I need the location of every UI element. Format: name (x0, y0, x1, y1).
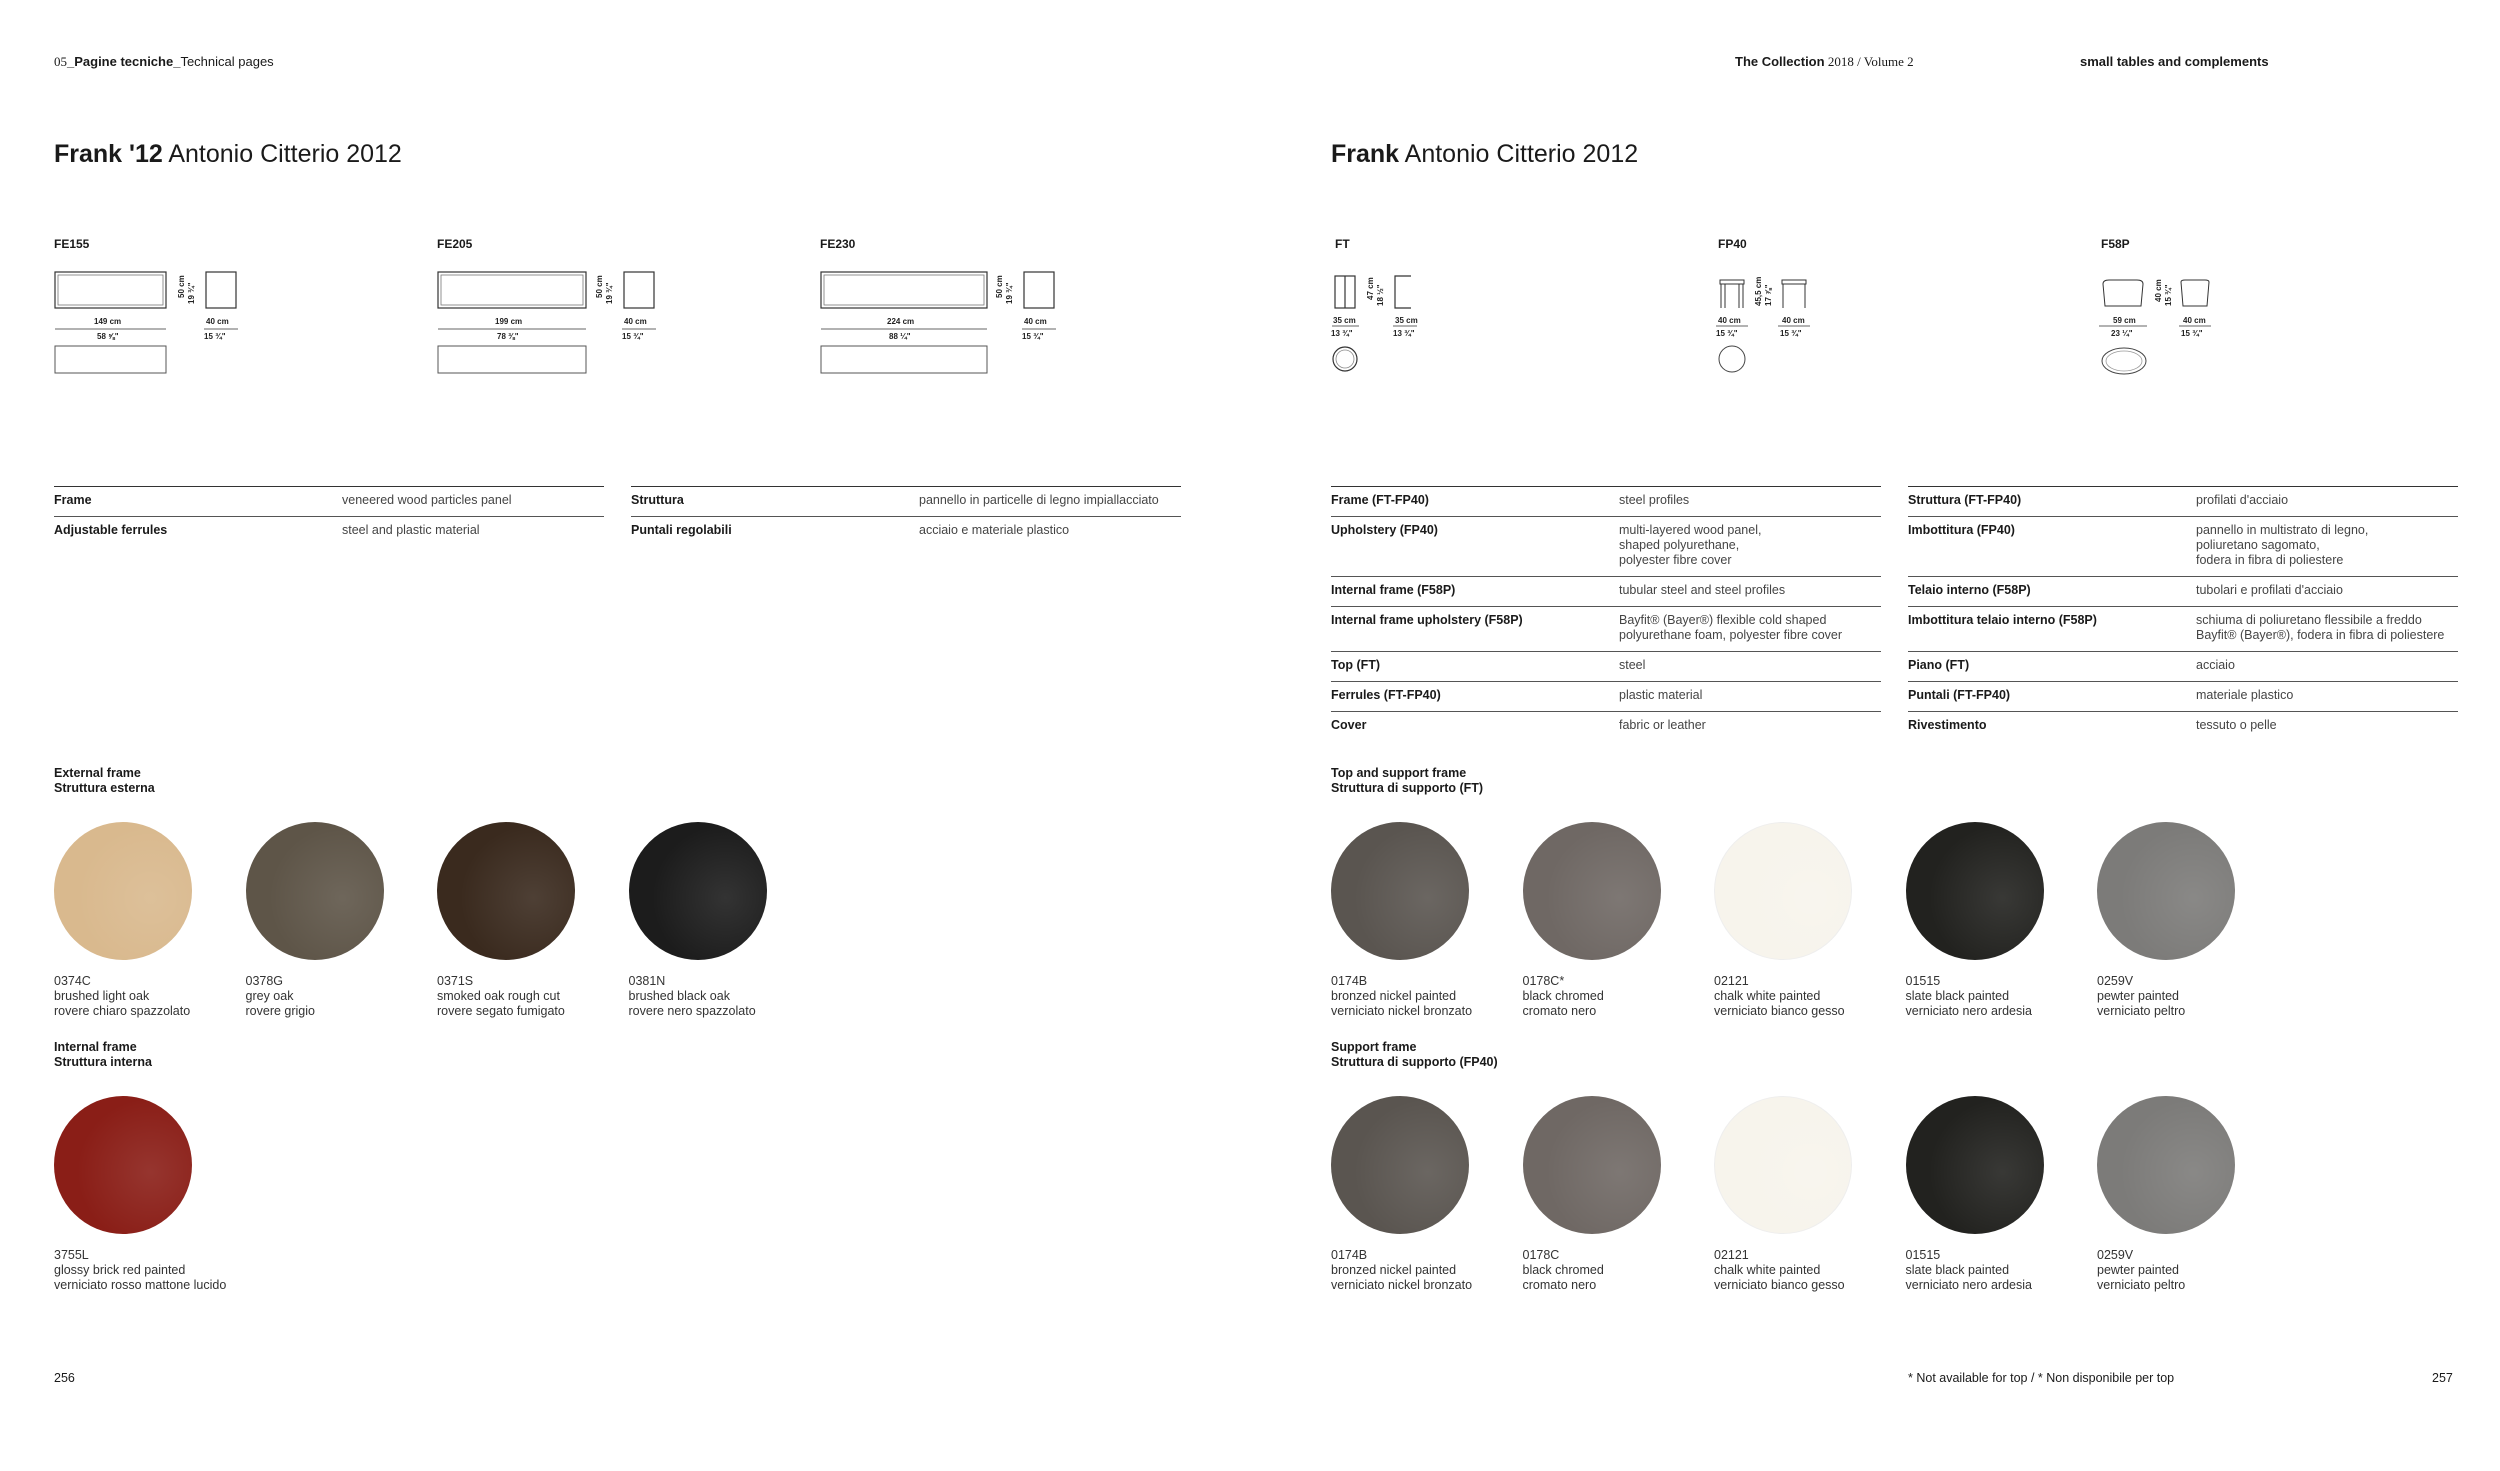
spec-label: Puntali (FT-FP40) (1908, 688, 2011, 702)
finish-swatch (54, 1096, 192, 1234)
finish-name-en: pewter painted (2097, 1263, 2180, 1277)
model-code: F58P (2101, 237, 2130, 251)
width-inch-label: 88 ¼" (889, 332, 911, 341)
heading-en: Internal frame (54, 1040, 137, 1054)
finish-name-en: chalk white painted (1714, 989, 1821, 1003)
width-inch-label: 15 ¾" (1716, 329, 1738, 338)
fe205-side (590, 268, 665, 348)
spec-row (1331, 516, 1881, 576)
finish-code: 02121 (1714, 1248, 1749, 1262)
finish-swatch (629, 822, 767, 960)
spec-value: multi-layered wood panel, shaped polyurethane, polyester fibre cover (1619, 523, 1762, 567)
finish-swatch (54, 822, 192, 960)
finish-label (2097, 1248, 2277, 1293)
finish-swatch (1906, 1096, 2044, 1234)
finish-name-it: verniciato nickel bronzato (1331, 1004, 1473, 1018)
width-label: 224 cm (887, 317, 915, 326)
height-label: 50 cm (177, 275, 186, 298)
spec-row (1908, 681, 2458, 711)
finish-label (1331, 974, 1511, 1019)
width-inch-label: 58 ⅝" (97, 332, 119, 341)
depth-label: 40 cm (206, 317, 229, 326)
finish-name-en: pewter painted (2097, 989, 2180, 1003)
finish-swatch (1523, 1096, 1661, 1234)
finish-swatch (437, 822, 575, 960)
spec-label: Rivestimento (1908, 718, 1987, 732)
finish-section-heading (54, 766, 155, 796)
finish-swatch (1523, 822, 1661, 960)
height-label: 50 cm (995, 275, 1004, 298)
spec-value: tubular steel and steel profiles (1619, 583, 1786, 597)
finish-code: 0174B (1331, 974, 1368, 988)
model-code: FT (1335, 237, 1350, 251)
spec-table-it (631, 486, 1181, 546)
finish-label (1331, 1248, 1511, 1293)
depth-inch-label: 15 ¾" (1022, 332, 1044, 341)
depth-inch-label: 15 ¾" (2181, 329, 2203, 338)
spec-row (1331, 681, 1881, 711)
spec-row (54, 486, 604, 516)
finish-name-it: cromato nero (1522, 1278, 1597, 1292)
finish-label (437, 974, 617, 1019)
width-inch-label: 78 ⅜" (497, 332, 519, 341)
finish-name-en: slate black painted (1905, 989, 2010, 1003)
product-name: Frank '12 (54, 140, 163, 168)
spec-label: Imbottitura (FP40) (1908, 523, 2015, 537)
spec-table-en (54, 486, 604, 546)
spec-value: pannello in particelle di legno impiallacciato (919, 493, 1159, 507)
heading-it: Struttura interna (54, 1055, 152, 1069)
spec-label: Cover (1331, 718, 1367, 732)
finish-label (1714, 974, 1894, 1019)
finish-swatch (1714, 1096, 1852, 1234)
spec-row (1331, 576, 1881, 606)
spec-value: plastic material (1619, 688, 1703, 702)
width-inch-label: 23 ¼" (2111, 329, 2133, 338)
finish-name-it: verniciato rosso mattone lucido (54, 1278, 227, 1292)
depth-label: 40 cm (2183, 316, 2206, 325)
spec-row (1908, 651, 2458, 681)
height-inch-label: 19 ¾" (1005, 282, 1014, 304)
left-page-title (54, 140, 402, 169)
finish-name-it: rovere grigio (245, 1004, 315, 1018)
finish-code: 0174B (1331, 1248, 1368, 1262)
spec-label: Adjustable ferrules (54, 523, 168, 537)
depth-label: 40 cm (1024, 317, 1047, 326)
spec-table-en (1331, 486, 1881, 741)
finish-section-heading (54, 1040, 152, 1070)
section-header (54, 54, 274, 70)
page-number: 257 (2432, 1371, 2453, 1385)
finish-code: 0371S (437, 974, 474, 988)
section-label: _Pagine tecniche_ (67, 54, 181, 69)
category-header: small tables and complements (2080, 54, 2269, 69)
height-inch-label: 19 ¾" (187, 282, 196, 304)
depth-label: 35 cm (1395, 316, 1418, 325)
finish-code: 01515 (1905, 1248, 1941, 1262)
spec-label: Puntali regolabili (631, 523, 732, 537)
spec-label: Upholstery (FP40) (1331, 523, 1438, 537)
spec-value: pannello in multistrato di legno, poliuretano sagomato, fodera in fibra di poliestere (2196, 523, 2369, 567)
finish-swatch (246, 822, 384, 960)
right-page-title (1331, 140, 1638, 169)
finish-label (1906, 974, 2086, 1019)
fe230-drawing (820, 268, 1000, 378)
heading-en: External frame (54, 766, 141, 780)
page-number: 256 (54, 1371, 75, 1385)
finish-name-en: slate black painted (1905, 1263, 2010, 1277)
heading-it: Struttura di supporto (FP40) (1331, 1055, 1498, 1069)
spec-row (1908, 516, 2458, 576)
heading-it: Struttura esterna (54, 781, 155, 795)
width-label: 149 cm (94, 317, 122, 326)
section-number: 05 (54, 54, 67, 69)
model-code: FE155 (54, 237, 90, 251)
finish-swatch (1714, 822, 1852, 960)
spec-value: steel and plastic material (342, 523, 480, 537)
finish-label (1523, 1248, 1703, 1293)
finish-name-it: verniciato bianco gesso (1714, 1278, 1845, 1292)
finish-name-it: rovere nero spazzolato (628, 1004, 756, 1018)
section-sublabel: Technical pages (180, 54, 274, 69)
finish-label (2097, 974, 2277, 1019)
finish-name-it: verniciato nero ardesia (1905, 1004, 2032, 1018)
spec-value: steel profiles (1619, 493, 1690, 507)
spec-row (1908, 711, 2458, 741)
finish-name-it: cromato nero (1522, 1004, 1597, 1018)
finish-name-en: black chromed (1522, 989, 1604, 1003)
finish-swatch (1331, 1096, 1469, 1234)
depth-inch-label: 15 ¾" (1780, 329, 1802, 338)
finish-swatch (1906, 822, 2044, 960)
width-label: 40 cm (1718, 316, 1741, 325)
height-inch-label: 19 ¾" (605, 282, 614, 304)
width-label: 35 cm (1333, 316, 1356, 325)
finish-label (1906, 1248, 2086, 1293)
finish-name-it: verniciato peltro (2097, 1004, 2186, 1018)
spec-value: acciaio e materiale plastico (919, 523, 1070, 537)
spec-row (631, 516, 1181, 546)
finish-section-heading (1331, 766, 1483, 796)
finish-name-it: rovere chiaro spazzolato (54, 1004, 191, 1018)
spec-label: Imbottitura telaio interno (F58P) (1908, 613, 2097, 627)
finish-name-en: brushed black oak (628, 989, 730, 1003)
fe230-side (990, 268, 1065, 348)
product-name: Frank (1331, 140, 1400, 168)
spec-label: Struttura (FT-FP40) (1908, 493, 2022, 507)
depth-inch-label: 13 ¾" (1393, 329, 1415, 338)
heading-it: Struttura di supporto (FT) (1331, 781, 1484, 795)
spec-label: Internal frame upholstery (F58P) (1331, 613, 1523, 627)
finish-label (1523, 974, 1703, 1019)
spec-value: tubolari e profilati d'acciaio (2196, 583, 2343, 597)
spec-label: Frame (FT-FP40) (1331, 493, 1429, 507)
width-label: 59 cm (2113, 316, 2136, 325)
spec-row (631, 486, 1181, 516)
height-label: 40 cm (2154, 279, 2163, 302)
finish-code: 3755L (54, 1248, 89, 1262)
fp40-drawing (1712, 272, 1832, 382)
height-inch-label: 18 ½" (1376, 284, 1385, 306)
spec-row (1331, 486, 1881, 516)
spec-label: Top (FT) (1331, 658, 1381, 672)
finish-name-it: verniciato nickel bronzato (1331, 1278, 1473, 1292)
model-code: FE205 (437, 237, 473, 251)
height-inch-label: 17 ⅞" (1764, 284, 1773, 306)
finish-code: 0378G (245, 974, 284, 988)
finish-code: 0381N (628, 974, 666, 988)
fe155-drawing (54, 268, 184, 378)
spec-label: Piano (FT) (1908, 658, 1970, 672)
height-inch-label: 15 ¾" (2164, 284, 2173, 306)
spec-value: acciaio (2196, 658, 2235, 672)
finish-code: 0374C (54, 974, 91, 988)
height-label: 47 cm (1366, 277, 1375, 300)
finish-label (629, 974, 809, 1019)
spec-label: Telaio interno (F58P) (1908, 583, 2031, 597)
height-label: 50 cm (595, 275, 604, 298)
finish-code: 0259V (2097, 974, 2134, 988)
finish-label (1714, 1248, 1894, 1293)
finish-name-en: bronzed nickel painted (1331, 1263, 1457, 1277)
spec-value: veneered wood particles panel (342, 493, 512, 507)
depth-label: 40 cm (1782, 316, 1805, 325)
finish-code: 0178C (1522, 1248, 1560, 1262)
finish-swatch (2097, 1096, 2235, 1234)
finish-name-it: rovere segato fumigato (437, 1004, 565, 1018)
finish-name-en: chalk white painted (1714, 1263, 1821, 1277)
finish-name-it: verniciato bianco gesso (1714, 1004, 1845, 1018)
finish-swatch (2097, 822, 2235, 960)
spec-label: Internal frame (F58P) (1331, 583, 1456, 597)
spec-label: Ferrules (FT-FP40) (1331, 688, 1441, 702)
finish-name-en: black chromed (1522, 1263, 1604, 1277)
height-label: 45,5 cm (1754, 276, 1763, 306)
spec-value: tessuto o pelle (2196, 718, 2277, 732)
heading-en: Support frame (1331, 1040, 1417, 1054)
spec-row (1331, 606, 1881, 651)
spec-label: Frame (54, 493, 92, 507)
spec-value: materiale plastico (2196, 688, 2294, 702)
spec-row (1331, 711, 1881, 741)
spec-value: fabric or leather (1619, 718, 1706, 732)
finish-name-en: bronzed nickel painted (1331, 989, 1457, 1003)
spec-row (54, 516, 604, 546)
spec-value: steel (1619, 658, 1646, 672)
model-code: FE230 (820, 237, 856, 251)
heading-en: Top and support frame (1331, 766, 1467, 780)
fe155-side (170, 268, 245, 348)
ft-drawing (1331, 272, 1441, 382)
spec-row (1908, 576, 2458, 606)
finish-name-en: glossy brick red painted (54, 1263, 186, 1277)
collection-name: The Collection (1735, 54, 1825, 69)
width-label: 199 cm (495, 317, 523, 326)
designer-year: Antonio Citterio 2012 (162, 140, 402, 168)
finish-name-it: verniciato nero ardesia (1905, 1278, 2032, 1292)
finish-name-it: verniciato peltro (2097, 1278, 2186, 1292)
collection-header (1735, 54, 1914, 70)
depth-label: 40 cm (624, 317, 647, 326)
spec-row (1331, 651, 1881, 681)
spec-row (1908, 486, 2458, 516)
finish-swatch (1331, 822, 1469, 960)
footnote: * Not available for top / * Non disponibile per top (1908, 1371, 2175, 1385)
finish-code: 02121 (1714, 974, 1749, 988)
finish-code: 01515 (1905, 974, 1941, 988)
spec-value: schiuma di poliuretano flessibile a freddo Bayfit® (Bayer®), fodera in fibra di poliestere (2196, 613, 2445, 642)
model-code: FP40 (1718, 237, 1747, 251)
finish-label (54, 1248, 234, 1293)
finish-label (246, 974, 426, 1019)
width-inch-label: 13 ¾" (1331, 329, 1353, 338)
spec-value: Bayfit® (Bayer®) flexible cold shaped polyurethane foam, polyester fibre cover (1619, 613, 1843, 642)
depth-inch-label: 15 ¾" (622, 332, 644, 341)
depth-inch-label: 15 ¾" (204, 332, 226, 341)
finish-label (54, 974, 234, 1019)
designer-year: Antonio Citterio 2012 (1399, 140, 1639, 168)
finish-code: 0178C* (1522, 974, 1565, 988)
fe205-drawing (437, 268, 597, 378)
finish-name-en: brushed light oak (54, 989, 150, 1003)
f58p-drawing (2095, 272, 2225, 382)
spec-table-it (1908, 486, 2458, 741)
finish-code: 0259V (2097, 1248, 2134, 1262)
spec-value: profilati d'acciaio (2196, 493, 2289, 507)
collection-volume: 2018 / Volume 2 (1824, 54, 1914, 69)
finish-name-en: smoked oak rough cut (437, 989, 560, 1003)
spec-row (1908, 606, 2458, 651)
finish-name-en: grey oak (245, 989, 294, 1003)
finish-section-heading (1331, 1040, 1498, 1070)
spec-label: Struttura (631, 493, 684, 507)
